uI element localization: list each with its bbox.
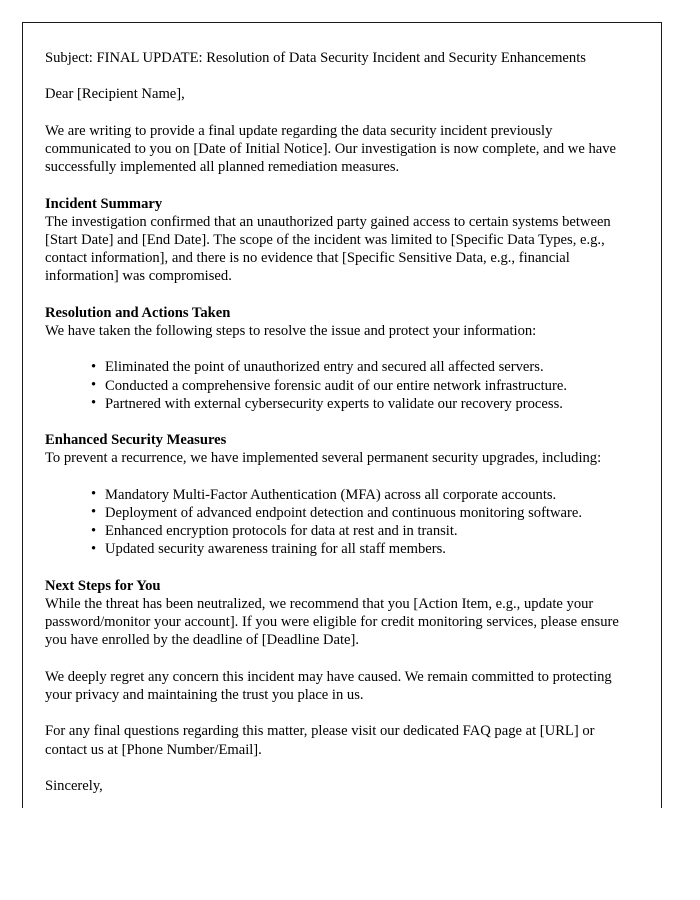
paragraph-spacer xyxy=(45,704,627,722)
enhanced-security-body: To prevent a recurrence, we have implemented several permanent security upgrades, including: xyxy=(45,450,602,467)
resolution-actions-list xyxy=(45,358,627,413)
paragraph-spacer xyxy=(45,104,627,122)
document-body xyxy=(23,23,661,795)
paragraph-spacer xyxy=(45,176,627,194)
paragraph-spacer xyxy=(45,286,627,304)
heading-next-steps: Next Steps for You xyxy=(45,577,161,594)
paragraph-spacer xyxy=(45,559,627,577)
heading-incident-summary: Incident Summary xyxy=(45,195,163,212)
paragraph-spacer xyxy=(45,67,627,85)
next-steps-body: While the threat has been neutralized, we recommend that you [Action Item, e.g., update your password/monitor your account]. If you were eligible for credit monitoring services, please ensure you have enrolled by the deadline of [Deadline Date]. xyxy=(45,595,619,649)
document-page xyxy=(22,22,662,808)
list-item: • Eliminated the point of unauthorized entry and secured all affected servers. xyxy=(91,358,627,376)
list-item: • Enhanced encryption protocols for data at rest and in transit. xyxy=(91,522,627,540)
list-item: • Conducted a comprehensive forensic audit of our entire network infrastructure. xyxy=(91,377,627,395)
list-spacer xyxy=(45,340,627,358)
opening-paragraph: We are writing to provide a final update regarding the data security incident previously communicated to you on [Date of Initial Notice]. Our investigation is now complete, and we have successfully implemented all planned remediation measures. xyxy=(45,122,617,176)
list-item: • Partnered with external cybersecurity experts to validate our recovery process. xyxy=(91,395,627,413)
list-item: • Mandatory Multi-Factor Authentication (MFA) across all corporate accounts. xyxy=(91,486,627,504)
paragraph-spacer xyxy=(45,413,627,431)
salutation: Dear [Recipient Name], xyxy=(45,86,185,103)
enhanced-security-list xyxy=(45,486,627,559)
heading-resolution-actions: Resolution and Actions Taken xyxy=(45,304,231,321)
incident-summary-body: The investigation confirmed that an unauthorized party gained access to certain systems between [Start Date] and [End Date]. The scope of the incident was limited to [Specific Data Types, e.g., contact information], and there is no evidence that [Specific Sensitive Data, e.g., financial information] was compromised. xyxy=(45,213,611,285)
subject-line: Subject: FINAL UPDATE: Resolution of Data Security Incident and Security Enhancements xyxy=(45,50,586,66)
paragraph-spacer xyxy=(45,759,627,777)
list-item: • Deployment of advanced endpoint detection and continuous monitoring software. xyxy=(91,504,627,522)
heading-enhanced-security: Enhanced Security Measures xyxy=(45,432,227,449)
signoff: Sincerely, xyxy=(45,777,103,794)
contact-paragraph: For any final questions regarding this matter, please visit our dedicated FAQ page at [URL] or contact us at [Phone Number/Email]. xyxy=(45,723,595,758)
resolution-actions-body: We have taken the following steps to resolve the issue and protect your information: xyxy=(45,322,537,339)
list-item: • Updated security awareness training for all staff members. xyxy=(91,540,627,558)
closing-paragraph: We deeply regret any concern this incident may have caused. We remain committed to protecting your privacy and maintaining the trust you place in us. xyxy=(45,668,612,703)
paragraph-spacer xyxy=(45,650,627,668)
list-spacer xyxy=(45,468,627,486)
